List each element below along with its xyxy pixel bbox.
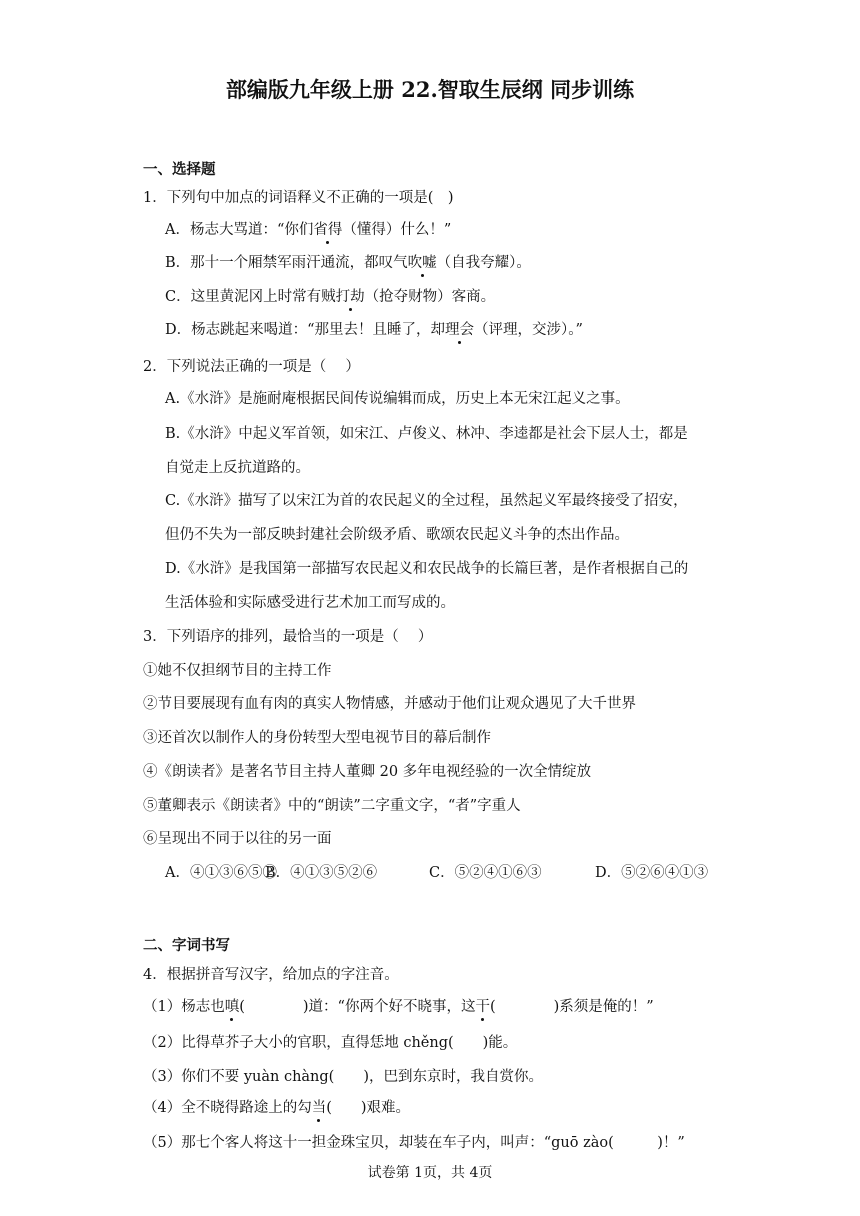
question-2-option-c-line2: 但仍不失为一部反映封建社会阶级矛盾、歌颂农民起义斗争的杰出作品。 xyxy=(165,527,629,543)
question-2-option-b-line1: B.《水浒》中起义军首领，如宋江、卢俊义、林冲、李逵都是社会下层人士，都是 xyxy=(165,426,688,442)
item-text: （4）全不晓得路途上的勾 xyxy=(143,1100,312,1116)
sentence-4: ④《朗读者》是著名节目主持人董卿 20 多年电视经验的一次全情绽放 xyxy=(143,764,592,780)
question-3-option-b: B．④①③⑤②⑥ xyxy=(265,865,378,881)
question-4-item-1 xyxy=(143,995,654,1016)
dotted-char: 干 xyxy=(475,995,490,1016)
page-footer: 试卷第 1页，共 4页 xyxy=(367,1165,493,1181)
page-title: 部编版九年级上册 22.智取生辰纲 同步训练 xyxy=(225,77,635,102)
dotted-word: 打劫 xyxy=(336,285,365,306)
question-1-option-c xyxy=(165,285,495,306)
question-4-item-3: （3）你们不要 yuàn chàng( )，巴到东京时，我自赏你。 xyxy=(143,1069,543,1085)
question-3-stem: 3．下列语序的排列，最恰当的一项是（ ） xyxy=(143,629,433,645)
sentence-5: ⑤董卿表示《朗读者》中的“朗读”二字重文字，“者”字重人 xyxy=(143,798,521,814)
question-3-option-c: C．⑤②④①⑥③ xyxy=(429,865,542,881)
question-4-stem: 4．根据拼音写汉字，给加点的字注音。 xyxy=(143,967,399,983)
item-text: ( )艰难。 xyxy=(326,1100,411,1116)
sentence-3: ③还首次以制作人的身份转型大型电视节目的幕后制作 xyxy=(143,730,491,746)
question-2-option-a: A.《水浒》是施耐庵根据民间传说编辑而成，历史上本无宋江起义之事。 xyxy=(165,391,630,407)
question-4-item-2: （2）比得草芥子大小的官职，直得恁地 chěng( )能。 xyxy=(143,1035,518,1051)
option-text: A．杨志大骂道：“你们 xyxy=(165,222,314,238)
dotted-word: 理会 xyxy=(445,318,474,339)
option-text: C．这里黄泥冈上时常有贼 xyxy=(165,289,336,305)
question-4-item-4 xyxy=(143,1096,410,1117)
question-2-option-b-line2: 自觉走上反抗道路的。 xyxy=(165,460,310,476)
question-2-option-d-line2: 生活体验和实际感受进行艺术加工而写成的。 xyxy=(165,595,455,611)
dotted-char-1: 省得 xyxy=(313,218,342,239)
section-heading-choice: 一、选择题 xyxy=(143,161,216,178)
question-2-option-c-line1: C.《水浒》描写了以宋江为首的农民起义的全过程，虽然起义军最终接受了招安， xyxy=(165,493,688,509)
question-2-option-d-line1: D.《水浒》是我国第一部描写农民起义和农民战争的长篇巨著，是作者根据自己的 xyxy=(165,561,689,577)
question-4-item-5: （5）那七个客人将这十一担金珠宝贝，却装在车子内，叫声：“guō zào( )！” xyxy=(143,1135,685,1151)
question-3-option-a: A．④①③⑥⑤② xyxy=(165,865,277,881)
sentence-1: ①她不仅担纲节目的主持工作 xyxy=(143,663,332,679)
option-text: （懂得）什么！” xyxy=(342,222,452,238)
item-text: （1）杨志也 xyxy=(143,999,225,1015)
sentence-2: ②节目要展现有血有肉的真实人物情感，并感动于他们让观众遇见了大千世界 xyxy=(143,696,636,712)
option-text: B．那十一个厢禁军雨汗通流，都叹气 xyxy=(165,255,408,271)
option-text: （抢夺财物）客商。 xyxy=(364,289,496,305)
option-text: D．杨志跳起来喝道：“那里去！且睡了，却 xyxy=(165,322,446,338)
question-1-stem: 1．下列句中加点的词语释义不正确的一项是( ) xyxy=(143,190,454,206)
item-text: ( )道：“你两个好不晓事，这 xyxy=(239,999,476,1015)
question-2-stem: 2．下列说法正确的一项是（ ） xyxy=(143,359,360,375)
item-text: ( )系须是俺的！” xyxy=(489,999,654,1015)
question-1-option-b xyxy=(165,251,531,272)
option-text: （评理，交涉）。” xyxy=(474,322,583,338)
dotted-word: 吹嘘 xyxy=(408,251,437,272)
question-1-option-d xyxy=(165,318,583,339)
dotted-char: 当 xyxy=(312,1096,327,1117)
option-text: （自我夸耀）。 xyxy=(436,255,531,271)
dotted-char: 嗔 xyxy=(225,995,240,1016)
section-heading-writing: 二、字词书写 xyxy=(143,937,230,954)
question-1-option-a xyxy=(165,218,451,239)
sentence-6: ⑥呈现出不同于以往的另一面 xyxy=(143,831,332,847)
question-3-option-d: D．⑤②⑥④①③ xyxy=(595,865,709,881)
